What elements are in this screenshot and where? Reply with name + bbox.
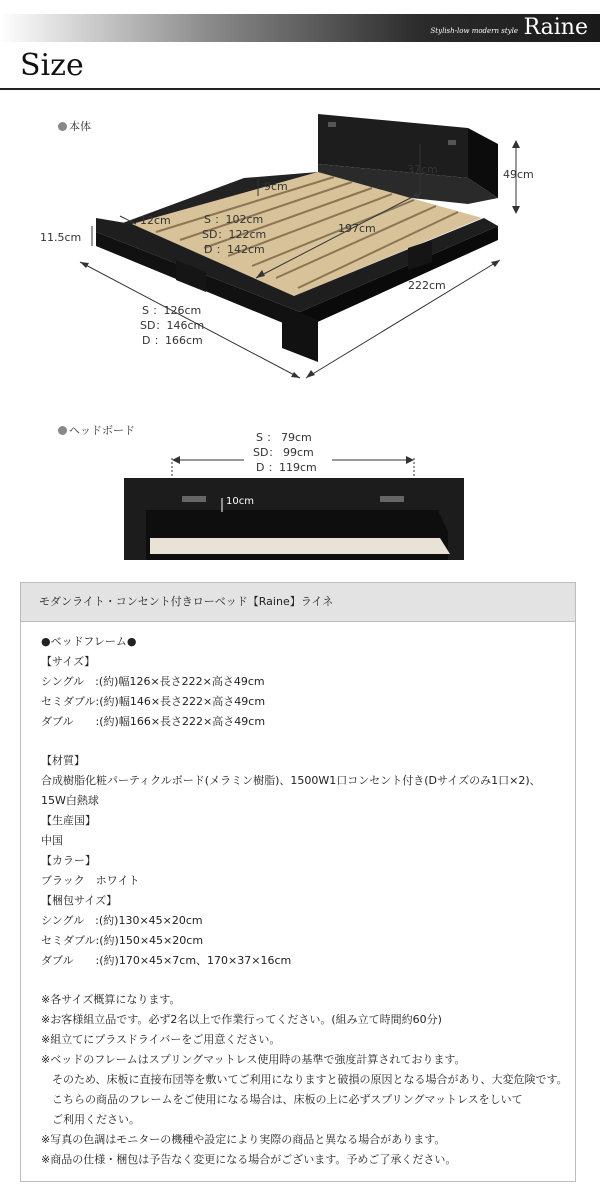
- note-line: こちらの商品のフレームをご使用になる場合は、床板の上に必ずスプリングマットレスをしいて: [41, 1093, 523, 1106]
- brand-tagline: Stylish-low modern style: [430, 27, 518, 35]
- dim-total-width-s: S ：126cm: [142, 304, 202, 317]
- note-line: ※お客様組立品です。必ず2名以上で作業行ってください。(組み立て時間約60分): [41, 1013, 442, 1026]
- package-heading: 【梱包サイズ】: [41, 894, 118, 907]
- size-single: シングル :(約)幅126×長さ222×高さ49cm: [41, 675, 265, 688]
- note-line: ※商品の仕様・梱包は予告なく変更になる場合がございます。予めご了承ください。: [41, 1153, 457, 1166]
- brand-logo: Raine: [523, 15, 588, 40]
- headboard-section-label: ヘッドボード: [58, 422, 135, 438]
- dim-headboard-height: 49cm: [503, 168, 534, 181]
- color-heading: 【カラー】: [41, 854, 96, 867]
- note-line: ※ベッドのフレームはスプリングマットレス使用時の基準で強度計算されております。: [41, 1053, 466, 1066]
- dim-total-width-d: D ：166cm: [142, 334, 203, 347]
- origin-heading: 【生産国】: [41, 814, 96, 827]
- dim-mattress-width-d: D ：142cm: [204, 243, 265, 256]
- material-heading: 【材質】: [41, 754, 85, 767]
- dim-hb-shelf-depth: 10cm: [226, 496, 254, 507]
- dim-total-length: 222cm: [408, 279, 446, 292]
- package-double: ダブル :(約)170×45×7cm、170×37×16cm: [41, 954, 292, 967]
- dim-mattress-width-s: S ：102cm: [204, 213, 264, 226]
- dim-light-height: 37cm: [407, 163, 438, 176]
- material-line: 合成樹脂化粧パーティクルボード(メラミン樹脂)、1500W1口コンセント付き(Dサイズのみ1口×2)、: [41, 774, 541, 787]
- note-line: ※組立てにプラスドライバーをご用意ください。: [41, 1033, 281, 1046]
- package-single: シングル :(約)130×45×20cm: [41, 914, 203, 927]
- material-line: 15W白熱球: [41, 794, 99, 807]
- dim-total-width-sd: SD：146cm: [140, 319, 205, 332]
- dim-slat-gap: 9cm: [264, 180, 288, 193]
- bed-section-label: 本体: [58, 118, 91, 134]
- dim-leg-height: 11.5cm: [40, 231, 82, 244]
- size-double: ダブル :(約)幅166×長さ222×高さ49cm: [41, 715, 266, 728]
- dim-mattress-length: 197cm: [338, 222, 376, 235]
- note-line: ※各サイズ概算になります。: [41, 993, 181, 1006]
- page-title: Size: [20, 48, 84, 83]
- note-line: ※写真の色調はモニターの機種や設定により実際の商品と異なる場合があります。: [41, 1133, 446, 1146]
- dim-hb-width-sd: SD： 99cm: [253, 446, 314, 459]
- dim-mattress-width-sd: SD：122cm: [202, 228, 267, 241]
- note-line: そのため、床板に直接布団等を敷いてご利用になりますと破損の原因となる場合があり、大変危険です。: [41, 1073, 568, 1086]
- headboard-diagram: [0, 420, 600, 570]
- size-semi-double: セミダブル:(約)幅146×長さ222×高さ49cm: [41, 695, 266, 708]
- note-line: ご利用ください。: [41, 1113, 140, 1126]
- dim-hb-width-s: S ： 79cm: [256, 431, 312, 444]
- bed-diagram: [0, 100, 600, 400]
- size-heading: 【サイズ】: [41, 655, 96, 668]
- spec-table: [20, 582, 576, 1182]
- origin-value: 中国: [41, 834, 63, 847]
- dim-hb-width-d: D ：119cm: [256, 461, 317, 474]
- title-divider: [0, 88, 600, 90]
- frame-heading: ●ベッドフレーム●: [41, 635, 137, 648]
- package-semi-double: セミダブル:(約)150×45×20cm: [41, 934, 204, 947]
- dim-frame-edge: 12cm: [140, 214, 171, 227]
- color-value: ブラック ホワイト: [41, 874, 140, 887]
- product-title: モダンライト・コンセント付きローベッド【Raine】ライネ: [21, 583, 575, 622]
